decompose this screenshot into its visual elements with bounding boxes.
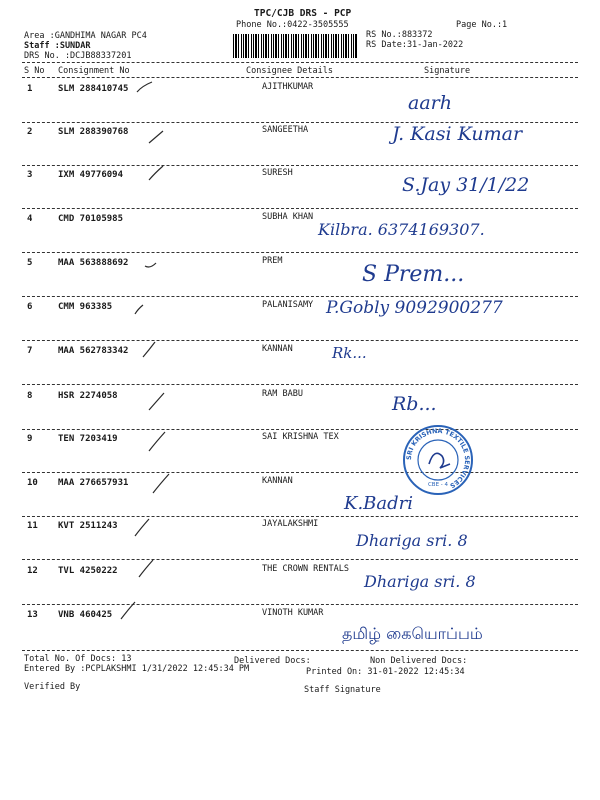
row-consignee: JAYALAKSHMI [262, 519, 319, 529]
row-consignment: IXM 49776094 [58, 170, 124, 180]
rs-date: RS Date:31-Jan-2022 [366, 40, 464, 50]
company-stamp [402, 424, 474, 496]
tick-mark [132, 517, 152, 539]
table-row [0, 610, 600, 654]
row-consignment: VNB 460425 [58, 610, 113, 620]
row-consignee: KANNAN [262, 476, 293, 486]
row-divider [22, 252, 578, 253]
row-signature: P.Gobly 9092900277 [326, 298, 503, 318]
row-consignment: TEN 7203419 [58, 434, 118, 444]
table-row [0, 566, 600, 610]
row-sno: 6 [27, 302, 33, 312]
area-label: Area :GANDHIMA NAGAR PC4 [24, 31, 147, 41]
table-row [0, 298, 600, 346]
entered-by: Entered By :PCPLAKSHMI 1/31/2022 12:45:34 PM [24, 664, 250, 674]
row-divider [22, 429, 578, 430]
row-consignment: MAA 563888692 [58, 258, 129, 268]
row-signature-extra: Dhariga sri. 8 [356, 531, 468, 550]
row-sno: 8 [27, 391, 33, 401]
page-number: Page No.:1 [456, 20, 508, 30]
stamp-text: SRI KRISHNA TEXTILE SERVICES [404, 426, 472, 490]
row-divider [22, 516, 578, 517]
row-signature: Rb... [392, 393, 437, 415]
non-delivered-docs: Non Delivered Docs: [370, 656, 468, 666]
staff-label: Staff :SUNDAR [24, 41, 91, 51]
row-consignee: PREM [262, 256, 283, 266]
col-consignment: Consignment No [58, 66, 130, 76]
row-signature: Kilbra. 6374169307. [318, 220, 485, 239]
row-divider [22, 384, 578, 385]
row-divider [22, 472, 578, 473]
tick-mark [146, 164, 168, 182]
tick-mark [143, 260, 159, 270]
tick-mark [136, 558, 156, 580]
printed-on: Printed On: 31-01-2022 12:45:34 [306, 667, 465, 677]
table-row [0, 170, 600, 214]
staff-signature: Staff Signature [304, 685, 381, 695]
row-signature-tamil: தமிழ் கையொப்பம் [342, 624, 483, 643]
row-signature: S.Jay 31/1/22 [402, 174, 530, 196]
row-sno: 12 [27, 566, 38, 576]
row-signature: Rk... [332, 344, 367, 362]
row-sno: 1 [27, 84, 33, 94]
table-row [0, 258, 600, 302]
tick-mark [146, 391, 168, 413]
row-sno: 7 [27, 346, 33, 356]
row-signature: Dhariga sri. 8 [364, 572, 476, 591]
row-consignee: THE CROWN RENTALS [262, 564, 349, 574]
table-row [0, 493, 600, 565]
rs-number: RS No.:883372 [366, 30, 433, 40]
footer-divider [22, 650, 578, 651]
barcode [233, 34, 357, 58]
verified-by: Verified By [24, 682, 81, 692]
row-consignee: SANGEETHA [262, 125, 309, 135]
table-row [0, 84, 600, 128]
table-row [0, 123, 600, 171]
tick-mark [146, 129, 168, 145]
stamp-subtext: CBE - 4 [427, 482, 449, 488]
row-consignment: TVL 4250222 [58, 566, 118, 576]
row-signature: J. Kasi Kumar [392, 123, 523, 145]
row-signature: S Prem... [362, 262, 465, 287]
row-sno: 2 [27, 127, 33, 137]
row-consignee: AJITHKUMAR [262, 82, 314, 92]
row-consignee: RAM BABU [262, 389, 303, 399]
tick-mark [146, 430, 168, 454]
delivered-docs: Delivered Docs: [234, 656, 311, 666]
row-consignment: SLM 288410745 [58, 84, 129, 94]
row-consignment: SLM 288390768 [58, 127, 129, 137]
row-sno: 4 [27, 214, 33, 224]
col-signature: Signature [424, 66, 471, 76]
header-divider [22, 62, 578, 63]
row-consignment: CMM 963385 [58, 302, 113, 312]
row-consignment: KVT 2511243 [58, 521, 118, 531]
row-divider [22, 208, 578, 209]
table-row [0, 346, 600, 390]
row-signature: K.Badri [344, 493, 414, 514]
tick-mark [132, 302, 146, 318]
table-row [0, 478, 600, 522]
row-consignee: KANNAN [262, 344, 293, 354]
row-sno: 3 [27, 170, 33, 180]
table-row [0, 434, 600, 478]
tick-mark [118, 600, 138, 622]
row-sno: 11 [27, 521, 38, 531]
row-consignee: SUBHA KHAN [262, 212, 314, 222]
row-sno: 10 [27, 478, 38, 488]
column-divider [22, 77, 578, 78]
tick-mark [150, 472, 172, 496]
row-signature: aarh [408, 92, 452, 114]
col-sno: S No [24, 66, 45, 76]
row-divider [22, 340, 578, 341]
total-docs: Total No. Of Docs: 13 [24, 654, 132, 664]
tick-mark [134, 80, 156, 96]
drs-number: DRS No. :DCJB88337201 [24, 51, 132, 61]
document-title: TPC/CJB DRS - PCP [254, 8, 352, 19]
row-sno: 5 [27, 258, 33, 268]
row-consignment: MAA 276657931 [58, 478, 129, 488]
row-divider [22, 165, 578, 166]
phone-number: Phone No.:0422-3505555 [236, 20, 349, 30]
row-consignee: VINOTH KUMAR [262, 608, 324, 618]
row-consignment: CMD 70105985 [58, 214, 124, 224]
row-sno: 9 [27, 434, 33, 444]
row-consignee: SURESH [262, 168, 293, 178]
tick-mark [140, 340, 158, 360]
row-divider [22, 604, 578, 605]
row-consignment: HSR 2274058 [58, 391, 118, 401]
col-consignee: Consignee Details [246, 66, 333, 76]
row-consignment: MAA 562783342 [58, 346, 129, 356]
row-consignee: SAI KRISHNA TEX [262, 432, 339, 442]
row-sno: 13 [27, 610, 38, 620]
row-divider [22, 559, 578, 560]
table-row [0, 391, 600, 435]
row-divider [22, 296, 578, 297]
row-consignee: PALANISAMY [262, 300, 314, 310]
table-row [0, 214, 600, 258]
